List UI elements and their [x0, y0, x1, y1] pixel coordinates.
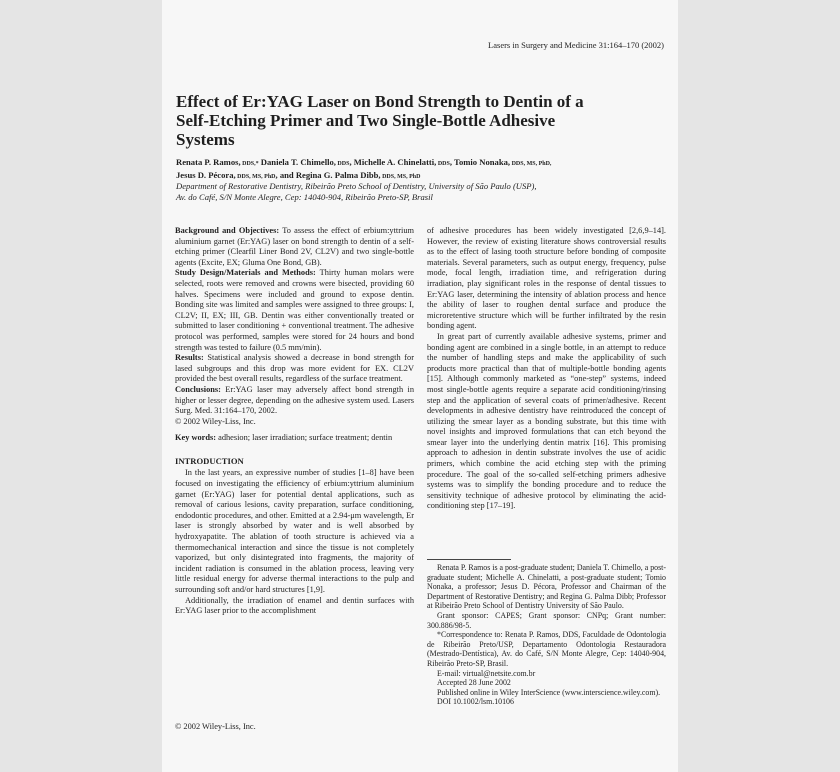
author-separator: ,: [349, 157, 352, 167]
keywords: [175, 433, 414, 444]
author-degrees: DDS, MS, PhD: [235, 174, 276, 180]
author-degrees: DDS,*: [240, 161, 259, 167]
abstract-text: Thirty human molars were selected, roots were removed and crowns were bisected, providing 60 halves. Specimens were included and ground to expose dentin. Bonding site was limited and samples were assigned to three groups: I, CL2V; II, EX; III, GB. Dentin was either conventionally treated or submitted to laser conditioning + conventional treatment. The adhesive protocol was performed, samples were stored for 24 hours and bond strength was tested to failure (0.5 mm/min).: [175, 268, 414, 352]
abstract-label: Study Design/Materials and Methods:: [175, 268, 316, 278]
affiliation-line: Department of Restorative Dentistry, Ribeirão Preto School of Dentistry, University of São Paulo (USP),: [176, 181, 537, 191]
body-paragraph: In the last years, an expressive number of studies [1–8] have been focused on investigating the efficiency of erbium:yttrium aluminium garnet (Er:YAG) laser for potential dental applications, such as removal of carious lesions, cavity preparation, surface conditioning, endodontic procedures, and other. Emitted at a 2.94-μm wavelength, Er laser is strongly absorbed by water and is well absorbed by hydroxyapatite. The ablation of tooth structure is achieved via a thermomechanical interaction and since the tissue is not completely vaporized, but only disintegrated into fragments, the majority of incident radiation is consumed in the ablation process, leaving very little residual energy for adverse thermal interactions to the pulp and surrounding soft and/or hard structures [1,9].: [175, 468, 414, 594]
author-name: Renata P. Ramos,: [176, 157, 241, 167]
footnotes: [427, 563, 666, 707]
abstract-results: [175, 353, 414, 385]
footnote: Accepted 28 June 2002: [437, 678, 511, 688]
author-degrees: DDS, MS, PhD: [380, 174, 421, 180]
author-name: Jesus D. Pécora,: [176, 170, 236, 180]
left-column: [175, 226, 414, 617]
footnote: Published online in Wiley InterScience (www.interscience.wiley.com).: [437, 687, 661, 697]
author-name: , and Regina G. Palma Dibb,: [275, 170, 381, 180]
paper-page: [162, 0, 678, 772]
author-degrees: DDS: [436, 161, 450, 167]
author-name: Tomio Nonaka,: [454, 157, 511, 167]
abstract-label: Results:: [175, 353, 204, 363]
abstract-label: Conclusions:: [175, 384, 221, 394]
author-separator: ,: [449, 157, 453, 167]
abstract-text: Statistical analysis showed a decrease in bond strength for lased subgroups and this drop was more evident for EX. CL2V provided the best overall results, regardless of the surface treatment.: [175, 353, 414, 384]
page-copyright: © 2002 Wiley-Liss, Inc.: [175, 722, 256, 731]
keywords-label: Key words:: [175, 433, 217, 443]
footnote-divider: [427, 559, 511, 560]
abstract-background: [175, 226, 414, 268]
affiliation-line: Av. do Café, S/N Monte Alegre, Cep: 14040-904, Ribeirão Preto-SP, Brasil: [176, 191, 433, 202]
footnote: *Correspondence to: Renata P. Ramos, DDS, Faculdade de Odontologia de Ribeirão Preto/USP, Departamento Odontologia Restauradora (Mestrado-Dentística), Av. do Café, S/N Monte Alegre, Cep: 14040-904, Ribeirão Preto-SP, Brasil.: [427, 630, 666, 668]
right-column: [427, 226, 666, 512]
abstract-copyright: © 2002 Wiley-Liss, Inc.: [175, 416, 256, 426]
author-list: [176, 157, 666, 183]
article-title: Effect of Er:YAG Laser on Bond Strength to Dentin of a Self-Etching Primer and Two Single-Bottle Adhesive Systems: [176, 92, 584, 149]
author-name: Daniela T. Chimello,: [260, 157, 336, 167]
body-paragraph: In great part of currently available adhesive systems, primer and bonding agent are combined in a single bottle, in an attempt to reduce the number of handling steps and make the applicability of such products more practical than that of multiple-bottle bonding agents [15]. Although commonly marketed as “one-step” systems, indeed most single-bottle agents require a separate acid conditioning/rinsing step and the application of several coats of primer/adhesive. Recent developments in adhesive dentistry have reintroduced the concept of utilizing the smear layer as a bonding substrate, but this time with novel insights and improved formulations that can etch beyond the smear layer into the underlying dentin matrix [16]. This promising approach to adhesion in dentin substrate involves the use of acidic primers, which combine the acid etching step with the priming procedure. The goal of the so-called self-etching primers adhesive systems was to simplify the bonding procedure and to reduce the sensitivity technique of adhesive protocol by eliminating the acid-conditioning step [17–19].: [427, 331, 666, 511]
author-name: Michelle A. Chinelatti,: [353, 157, 437, 167]
abstract-study-design: [175, 268, 414, 353]
body-paragraph: of adhesive procedures has been widely investigated [2,6,9–14]. However, the review of existing literature shows controversial results as to the effect of lasing tooth structure before bonding of composite materials. Several parameters, such as output energy, frequency, pulse mode, focal length, irradiation time, and refrigeration during irradiation, play significant roles in the response of dental tissues to Er:YAG laser, determining the intensity of ablation process and hence the ability of laser to roughen dental surface and produce the microretentive structure which will be further infiltrated by the resin bonding agent.: [427, 226, 666, 331]
footnote: DOI 10.1002/lsm.10106: [437, 697, 514, 707]
author-degrees: DDS: [335, 161, 350, 167]
footnote: Renata P. Ramos is a post-graduate student; Daniela T. Chimello, a post-graduate student; Michelle A. Chinelatti, a post-graduate student; Tomio Nonaka, a professor; Jesus D. Pécora, Professor and Chairman of the Department of Restorative Dentistry; and Regina G. Palma Dibb; Professor at Ribeirão Preto School of Dentistry University of São Paulo.: [427, 563, 666, 611]
journal-header: Lasers in Surgery and Medicine 31:164–170 (2002): [488, 40, 664, 50]
abstract-conclusions: [175, 385, 414, 417]
section-heading: INTRODUCTION: [175, 455, 244, 466]
abstract-text: Er:YAG laser may adversely affect bond strength in higher or lesser degree, depending on the adhesive system used. Lasers Surg. Med. 31:164–170, 2002.: [175, 384, 414, 416]
footnote: E-mail: virtual@netsite.com.br: [437, 668, 536, 678]
abstract-label: Background and Objectives:: [175, 226, 280, 235]
abstract-text: To assess the effect of erbium:yttrium aluminium garnet (Er:YAG) laser on bond strength to dentin of a self-etching primer (Clearfil Liner Bond 2V, CL2V) and two single-bottle agents (Excite, EX; Gluma One Bond, GB).: [175, 226, 414, 267]
footnote: Grant sponsor: CAPES; Grant sponsor: CNPq; Grant number: 300.886/98-5.: [427, 610, 666, 630]
author-degrees: DDS, MS, PhD,: [510, 161, 552, 167]
keywords-text: adhesion; laser irradiation; surface treatment; dentin: [216, 433, 393, 443]
affiliation: [176, 181, 666, 202]
body-paragraph: Additionally, the irradiation of enamel and dentin surfaces with Er:YAG laser prior to the accomplishment: [175, 595, 414, 616]
